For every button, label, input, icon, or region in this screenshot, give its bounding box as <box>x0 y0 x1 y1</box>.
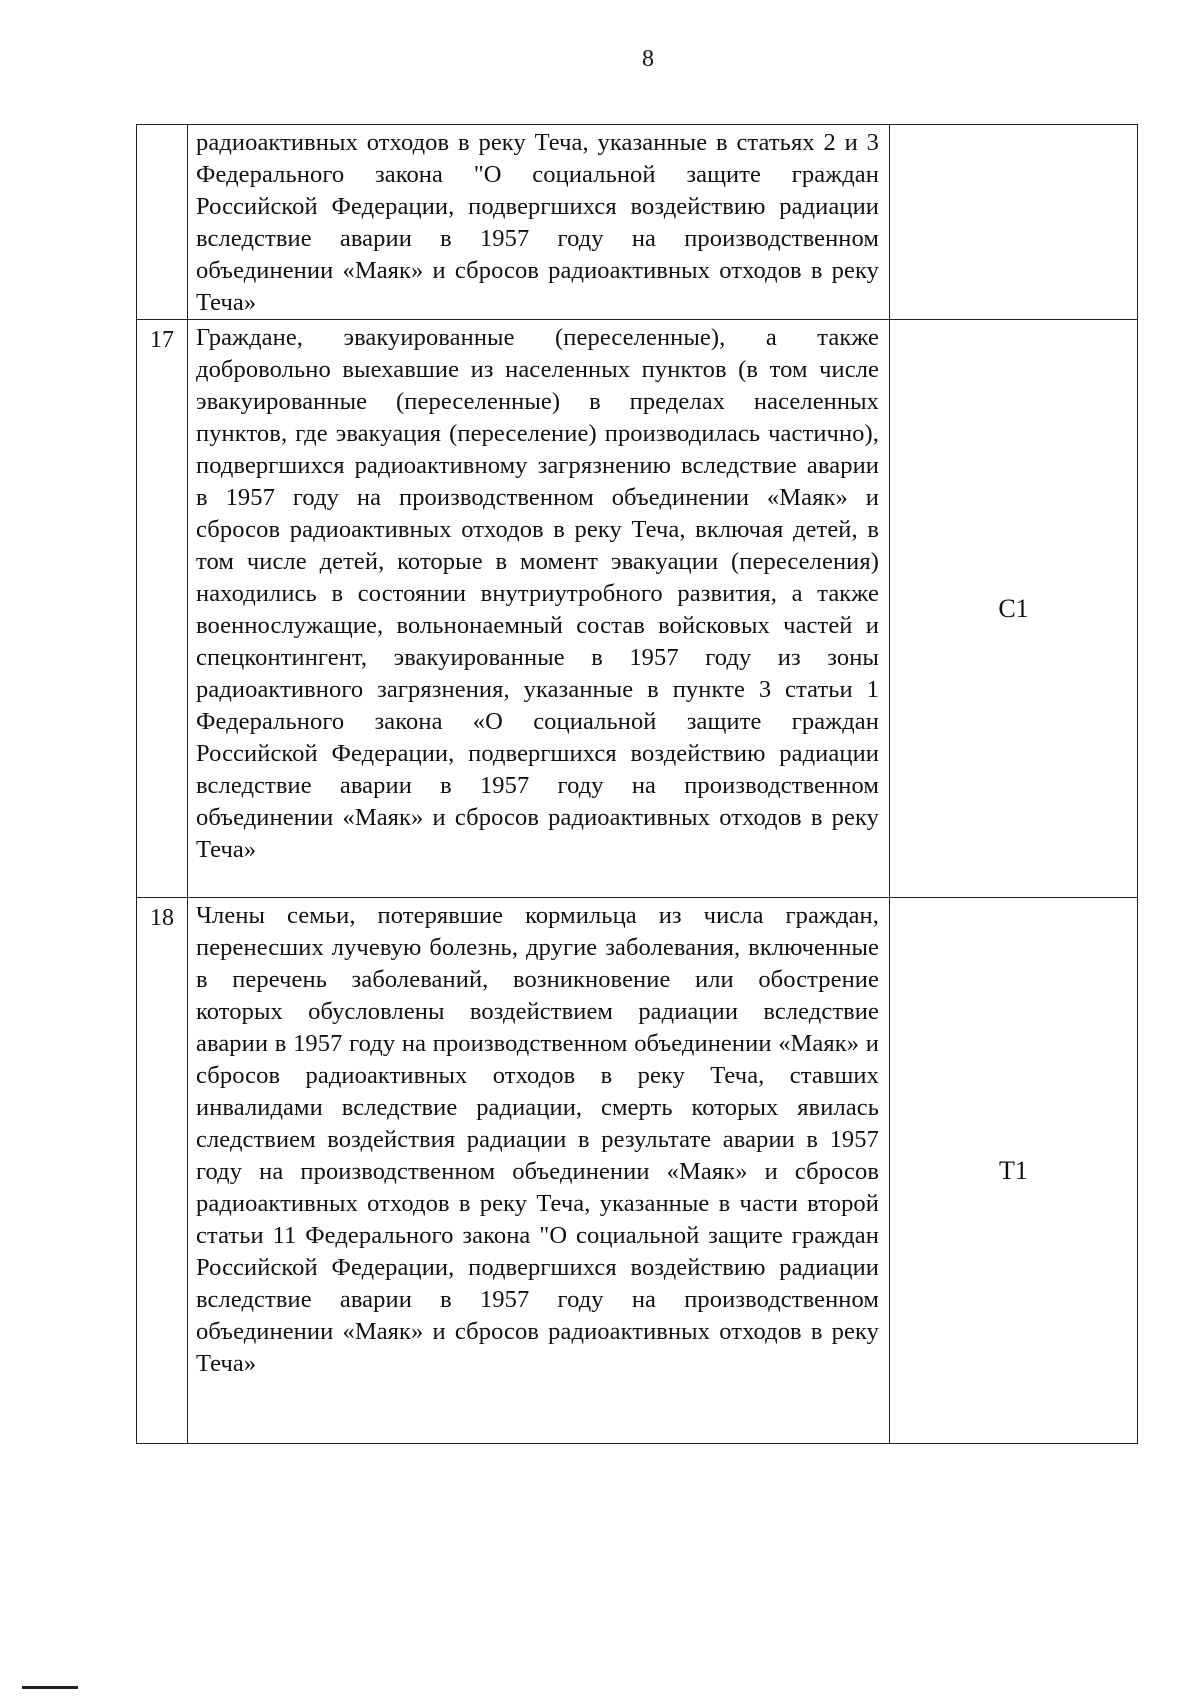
category-description-cell: Граждане, эвакуированные (переселенные), а также добровольно выехавшие из населенных пунктов (в том числе эвакуированные (переселенные) в пределах населенных пунктов, где эвакуация (переселение) производилась частично), подвергшихся радиоактивному загрязнению вследствие аварии в 1957 году на производственном объединении «Маяк» и сбросов радиоактивных отходов в реку Теча, включая детей, в том числе детей, которые в момент эвакуации (переселения) находились в состоянии внутриутробного развития, а также военнослужащие, вольнонаемный состав войсковых частей и спецконтингент, эвакуированные в 1957 году из зоны радиоактивного загрязнения, указанные в пункте 3 статьи 1 Федерального закона «О социальной защите граждан Российской Федерации, подвергшихся воздействию радиации вследствие аварии в 1957 году на производственном объединении «Маяк» и сбросов радиоактивных отходов в реку Теча» <box>188 320 890 898</box>
row-number-cell <box>137 125 188 320</box>
scan-corner-mark <box>22 1686 78 1689</box>
category-code-cell: Т1 <box>890 898 1138 1444</box>
table-row <box>137 320 1138 898</box>
category-description-cell: радиоактивных отходов в реку Теча, указанные в статьях 2 и 3 Федерального закона "О социальной защите граждан Российской Федерации, подвергшихся воздействию радиации вследствие аварии в 1957 году на производственном объединении «Маяк» и сбросов радиоактивных отходов в реку Теча» <box>188 125 890 320</box>
table-row <box>137 898 1138 1444</box>
category-code-cell: С1 <box>890 320 1138 898</box>
table-row <box>137 125 1138 320</box>
page-number: 8 <box>642 46 654 72</box>
category-description-cell: Члены семьи, потерявшие кормильца из числа граждан, перенесших лучевую болезнь, другие заболевания, включенные в перечень заболеваний, возникновение или обострение которых обусловлены воздействием радиации вследствие аварии в 1957 году на производственном объединении «Маяк» и сбросов радиоактивных отходов в реку Теча, ставших инвалидами вследствие радиации, смерть которых явилась следствием воздействия радиации в результате аварии в 1957 году на производственном объединении «Маяк» и сбросов радиоактивных отходов в реку Теча, указанные в части второй статьи 11 Федерального закона "О социальной защите граждан Российской Федерации, подвергшихся воздействию радиации вследствие аварии в 1957 году на производственном объединении «Маяк» и сбросов радиоактивных отходов в реку Теча» <box>188 898 890 1444</box>
benefit-category-table <box>136 124 1138 1444</box>
row-number-cell: 17 <box>137 320 188 898</box>
category-code-cell <box>890 125 1138 320</box>
row-number-cell: 18 <box>137 898 188 1444</box>
